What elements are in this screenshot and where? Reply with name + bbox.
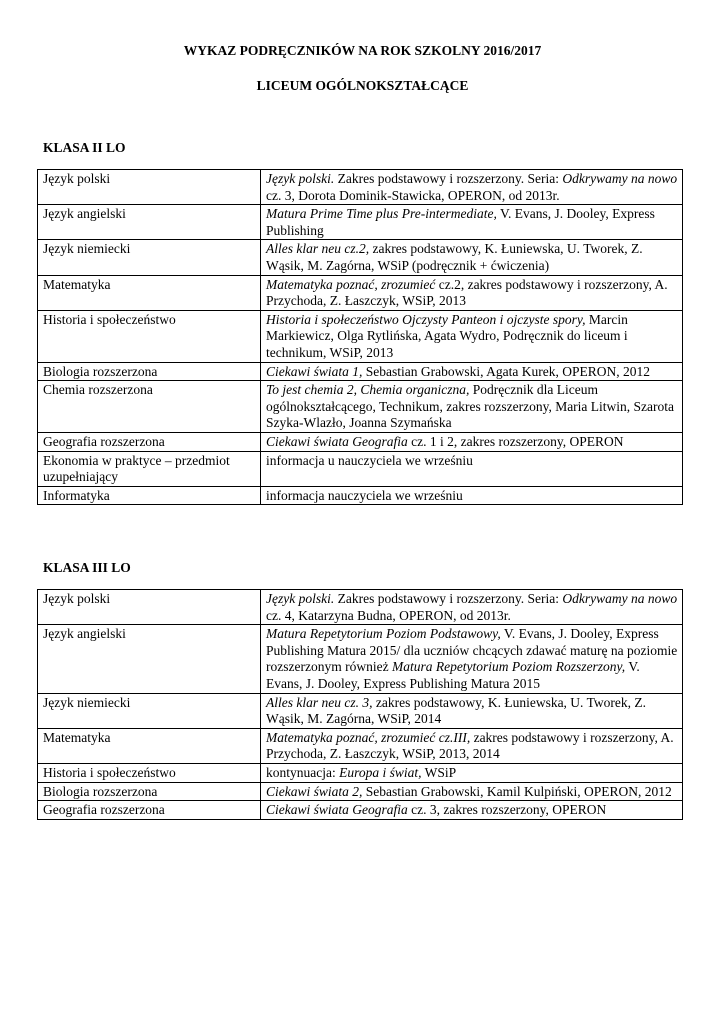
table-row — [38, 451, 683, 486]
klasa-iii-table — [37, 589, 683, 820]
subject-cell: Język polski — [38, 170, 261, 205]
textbook-title-text: Matematyka poznać, zrozumieć cz.III, — [266, 729, 471, 745]
subject-cell: Matematyka — [38, 275, 261, 310]
table-row — [38, 310, 683, 362]
textbook-cell — [261, 625, 683, 693]
subject-cell: Język polski — [38, 590, 261, 625]
textbook-title-text: Alles klar neu cz. 3, — [266, 694, 373, 710]
textbook-detail-text: informacja u nauczyciela we wrześniu — [266, 452, 473, 468]
textbook-title-text: Europa i świat, — [339, 764, 422, 780]
subject-cell: Ekonomia w praktyce – przedmiot uzupełniający — [38, 451, 261, 486]
subject-cell: Biologia rozszerzona — [38, 362, 261, 381]
textbook-title-text: Ciekawi świata 2, — [266, 783, 363, 799]
textbook-title-text: Historia i społeczeństwo Ojczysty Panteon i ojczyste spory, — [266, 311, 586, 327]
subject-cell: Chemia rozszerzona — [38, 381, 261, 433]
table-row — [38, 763, 683, 782]
textbook-cell — [261, 362, 683, 381]
textbook-cell — [261, 205, 683, 240]
table-row — [38, 432, 683, 451]
subject-cell: Biologia rozszerzona — [38, 782, 261, 801]
textbook-title-text: To jest chemia 2, Chemia organiczna, — [266, 382, 470, 398]
textbook-title-text: Język polski. — [266, 591, 335, 606]
textbook-cell — [261, 170, 683, 205]
subject-cell: Matematyka — [38, 728, 261, 763]
subject-cell: Język niemiecki — [38, 240, 261, 275]
table-row — [38, 486, 683, 505]
table-row — [38, 170, 683, 205]
textbook-cell — [261, 432, 683, 451]
textbook-cell — [261, 728, 683, 763]
textbook-detail-text: cz. 1 i 2, zakres rozszerzony, OPERON — [407, 433, 624, 449]
subject-cell: Język angielski — [38, 205, 261, 240]
textbook-cell — [261, 240, 683, 275]
table-row — [38, 381, 683, 433]
textbook-cell — [261, 310, 683, 362]
klasa-iii-heading: KLASA III LO — [43, 560, 131, 575]
subject-cell: Język angielski — [38, 625, 261, 693]
textbook-detail-text: cz. 3, zakres rozszerzony, OPERON — [407, 802, 607, 818]
textbook-detail-text: zakres podstawowy, K. Łuniewska, U. Tworek, Z. Wąsik, M. Zagórna, WSiP (podręcznik + ćwiczenia) — [266, 241, 643, 273]
klasa-ii-table — [37, 169, 683, 505]
textbook-cell — [261, 381, 683, 433]
textbook-detail-text: V. Evans, J. Dooley, Express Publishing Matura 2015/ dla uczniów chcących zdawać maturę na poziomie rozszerzonym również — [266, 626, 678, 675]
textbook-detail-text: Sebastian Grabowski, Kamil Kulpiński, OPERON, 2012 — [362, 783, 672, 799]
textbook-title-text: Ciekawi świata Geografia — [266, 802, 408, 818]
textbook-detail-text: Podręcznik dla Liceum ogólnokształcącego, Technikum, zakres rozszerzony, Maria Litwin, Szarota Szyka-Wlazło, Joanna Szymańska — [266, 382, 675, 431]
textbook-title-text: Ciekawi świata 1, — [266, 363, 363, 379]
textbook-title-text: Język polski. — [266, 171, 335, 186]
textbook-detail-text: WSiP — [421, 764, 457, 780]
textbook-cell — [261, 275, 683, 310]
textbook-detail-text: informacja nauczyciela we wrześniu — [266, 487, 463, 503]
textbook-cell — [261, 763, 683, 782]
textbook-cell — [261, 486, 683, 505]
textbook-title-text: Alles klar neu cz.2, — [266, 241, 370, 257]
textbook-detail-text: zakres podstawowy i rozszerzony, A. Przychoda, Z. Łaszczyk, WSiP, 2013, 2014 — [266, 729, 674, 762]
table-row — [38, 205, 683, 240]
textbook-title-text: Odkrywamy na nowo — [562, 591, 678, 606]
subject-cell: Informatyka — [38, 486, 261, 505]
textbook-detail-text: zakres podstawowy, K. Łuniewska, U. Tworek, Z. Wąsik, M. Zagórna, WSiP, 2014 — [266, 694, 646, 727]
textbook-cell — [261, 782, 683, 801]
textbook-cell — [261, 693, 683, 728]
table-row — [38, 693, 683, 728]
textbook-detail-text: V. Evans, J. Dooley, Express Publishing — [266, 206, 655, 238]
textbook-detail-text: cz. 3, Dorota Dominik-Stawicka, OPERON, od 2013r. — [266, 187, 560, 203]
textbook-cell — [261, 801, 683, 820]
table-row — [38, 240, 683, 275]
subject-cell: Historia i społeczeństwo — [38, 763, 261, 782]
subject-cell: Historia i społeczeństwo — [38, 310, 261, 362]
textbook-title-text: Matura Repetytorium Poziom Podstawowy, — [266, 626, 501, 642]
textbook-title-text: Odkrywamy na nowo — [562, 171, 678, 186]
textbook-detail-text: Sebastian Grabowski, Agata Kurek, OPERON, 2012 — [362, 363, 650, 379]
table-row — [38, 782, 683, 801]
textbook-title-text: Matura Prime Time plus Pre-intermediate, — [266, 206, 497, 222]
table-row — [38, 728, 683, 763]
textbook-detail-text: kontynuacja: — [266, 764, 340, 780]
table-row — [38, 275, 683, 310]
table-row — [38, 362, 683, 381]
textbook-title-text: Matematyka poznać, zrozumieć — [266, 276, 436, 292]
page-title: WYKAZ PODRĘCZNIKÓW NA ROK SZKOLNY 2016/2017 — [183, 43, 542, 58]
textbook-detail-text: cz.2, zakres podstawowy i rozszerzony, A. Przychoda, Z. Łaszczyk, WSiP, 2013 — [266, 276, 668, 309]
textbook-cell — [261, 590, 683, 625]
textbook-cell — [261, 451, 683, 486]
table-row — [38, 590, 683, 625]
textbook-detail-text: Zakres podstawowy i rozszerzony. Seria: — [334, 171, 563, 186]
textbook-detail-text: Marcin Markiewicz, Olga Rytlińska, Agata Wydro, Podręcznik do liceum i technikum, WSiP, 2013 — [266, 311, 628, 360]
table-row — [38, 801, 683, 820]
subject-cell: Geografia rozszerzona — [38, 801, 261, 820]
subject-cell: Geografia rozszerzona — [38, 432, 261, 451]
subject-cell: Język niemiecki — [38, 693, 261, 728]
textbook-detail-text: V. Evans, J. Dooley, Express Publishing Matura 2015 — [266, 659, 640, 691]
textbook-detail-text: Zakres podstawowy i rozszerzony. Seria: — [334, 591, 563, 606]
page-subtitle: LICEUM OGÓLNOKSZTAŁCĄCE — [256, 78, 469, 93]
textbook-title-text: Ciekawi świata Geografia — [266, 433, 408, 449]
table-row — [38, 625, 683, 693]
textbook-title-text: Matura Repetytorium Poziom Rozszerzony, — [391, 659, 626, 675]
textbook-detail-text: cz. 4, Katarzyna Budna, OPERON, od 2013r. — [266, 607, 511, 623]
klasa-ii-heading: KLASA II LO — [43, 140, 126, 155]
